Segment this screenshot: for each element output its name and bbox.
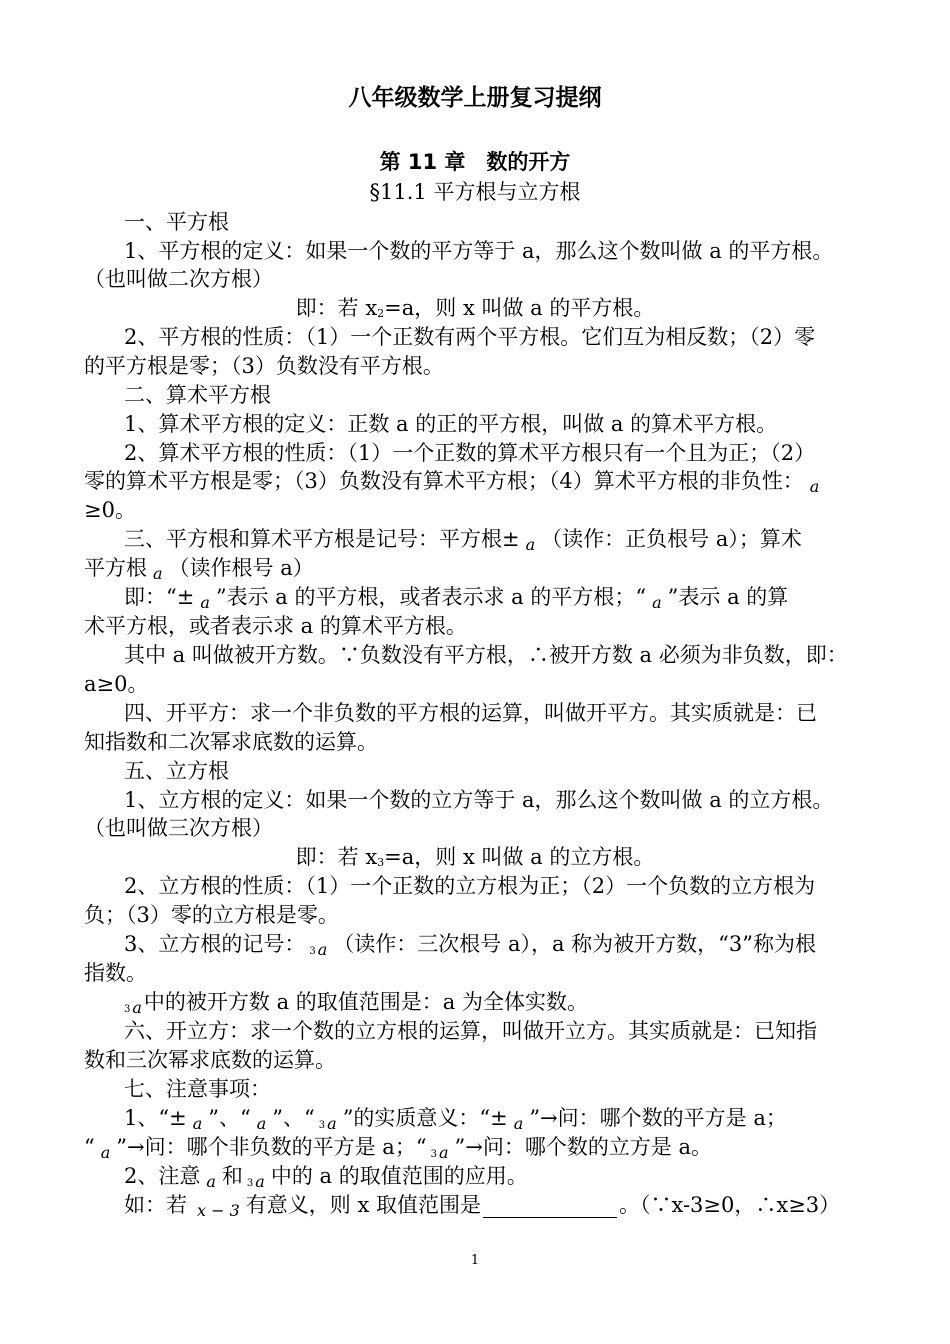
heading-cube-root: 五、立方根	[124, 759, 229, 783]
paragraph	[0, 1104, 950, 1132]
document-title: 八年级数学上册复习提纲	[348, 85, 602, 111]
paragraph: 六、开立方：求一个数的立方根的运算，叫做开立方。其实质就是：已知指	[124, 1019, 817, 1043]
paragraph	[0, 1133, 950, 1161]
paragraph: 其中 a 叫做被开方数。∵负数没有平方根，∴被开方数 a 必须为非负数，即：	[124, 643, 848, 667]
formula-text: =a，则 x 叫做 a 的立方根。	[384, 845, 655, 869]
paragraph: 1、立方根的定义：如果一个数的立方等于 a，那么这个数叫做 a 的立方根。	[124, 788, 834, 812]
paragraph	[0, 1162, 950, 1190]
paragraph: a≥0。	[84, 672, 149, 696]
text: “	[84, 1135, 95, 1159]
formula-line	[0, 294, 950, 322]
paragraph	[0, 1191, 950, 1219]
text: 。（∵x-3≥0，∴x≥3）	[618, 1193, 841, 1217]
radical-a: a	[153, 564, 163, 583]
formula-text: 即：若 x	[295, 845, 378, 869]
radical-a: a	[206, 1172, 216, 1191]
root-index: 3	[430, 1149, 437, 1160]
paragraph	[0, 930, 950, 958]
paragraph: 术平方根，或者表示求 a 的算术平方根。	[84, 614, 467, 638]
radical-a: a	[438, 1143, 449, 1162]
text: ”表示 a 的平方根，或者表示求 a 的平方根；“	[215, 585, 647, 609]
text: 1、“±	[124, 1106, 187, 1130]
text: 2、注意	[124, 1164, 201, 1188]
radical-a: a	[132, 998, 142, 1017]
paragraph: （也叫做三次方根）	[84, 816, 273, 840]
radical-a: a	[100, 1143, 111, 1162]
paragraph: 2、立方根的性质：（1）一个正数的立方根为正；（2）一个负数的立方根为	[124, 874, 816, 898]
text: ”的实质意义：“±	[342, 1106, 508, 1130]
heading-notes: 七、注意事项：	[124, 1077, 271, 1101]
text: ”、“	[208, 1106, 251, 1130]
radical-a: a	[200, 593, 210, 612]
paragraph: 1、平方根的定义：如果一个数的平方等于 a，那么这个数叫做 a 的平方根。	[124, 239, 834, 263]
paragraph: 四、开平方：求一个非负数的平方根的运算，叫做开平方。其实质就是：已	[124, 701, 817, 725]
root-index: 3	[318, 1120, 326, 1131]
radical-a: a	[809, 477, 820, 496]
radical-x-minus-3: x − 3	[197, 1201, 240, 1220]
paragraph	[0, 525, 950, 553]
section-heading: §11.1 平方根与立方根	[369, 180, 581, 204]
exponent: 3	[377, 856, 385, 869]
paragraph: 2、平方根的性质：（1）一个正数有两个平方根。它们互为相反数；（2）零	[124, 325, 816, 349]
paragraph: ≥0。	[84, 498, 136, 522]
paragraph: 1、算术平方根的定义：正数 a 的正的平方根，叫做 a 的算术平方根。	[124, 412, 778, 436]
exponent: 2	[377, 307, 385, 320]
radical-a: a	[513, 1114, 524, 1133]
text: 3、立方根的记号：	[124, 932, 306, 956]
text: 中的 a 的取值范围的应用。	[270, 1164, 528, 1188]
radical-a: a	[192, 1114, 203, 1133]
text: 即：“±	[124, 585, 195, 609]
answer-blank[interactable]	[483, 1195, 617, 1218]
text: 平方根	[84, 556, 147, 580]
root-index: 3	[309, 946, 316, 957]
paragraph: 的平方根是零；（3）负数没有平方根。	[84, 354, 444, 378]
text: 有意义，则 x 取值范围是	[245, 1193, 481, 1217]
text: ”表示 a 的算	[667, 585, 789, 609]
text: （读作：正负根号 a）；算术	[541, 527, 802, 551]
paragraph: 知指数和二次幂求底数的运算。	[84, 730, 378, 754]
formula-text: =a，则 x 叫做 a 的平方根。	[384, 296, 655, 320]
text: （读作根号 a）	[168, 556, 314, 580]
text: ”、“	[272, 1106, 315, 1130]
root-index: 3	[246, 1178, 254, 1189]
radical-a: a	[256, 1114, 267, 1133]
chapter-heading: 第 11 章 数的开方	[379, 150, 571, 174]
paragraph: 指数。	[84, 961, 147, 985]
radical-a: a	[525, 535, 536, 554]
paragraph: （也叫做二次方根）	[84, 267, 273, 291]
text: ”→问：哪个数的平方是 a；	[529, 1106, 787, 1130]
radical-a: a	[652, 593, 662, 612]
page-number: 1	[470, 1253, 480, 1268]
paragraph	[0, 583, 950, 611]
paragraph	[0, 988, 950, 1016]
paragraph	[0, 554, 950, 582]
radical-a: a	[327, 1114, 337, 1133]
paragraph: 2、算术平方根的性质：（1）一个正数的算术平方根只有一个且为正；（2）	[124, 441, 816, 465]
text: 和	[221, 1164, 243, 1188]
radical-a: a	[317, 940, 328, 959]
formula-line	[0, 843, 950, 871]
text: 如：若	[124, 1193, 187, 1217]
heading-arithmetic-root: 二、算术平方根	[124, 383, 271, 407]
text: （读作：三次根号 a），a 称为被开方数，“3”称为根	[333, 932, 817, 956]
radical-a: a	[255, 1172, 265, 1191]
text: 中的被开方数 a 的取值范围是：a 为全体实数。	[143, 990, 588, 1014]
root-index: 3	[124, 1004, 131, 1015]
heading-square-root: 一、平方根	[124, 210, 229, 234]
paragraph: 负；（3）零的立方根是零。	[84, 903, 339, 927]
text: ”→问：哪个非负数的平方是 a；“	[116, 1135, 427, 1159]
text: 三、平方根和算术平方根是记号：平方根±	[124, 527, 520, 551]
paragraph: 数和三次幂求底数的运算。	[84, 1048, 336, 1072]
text: ”→问：哪个数的立方是 a。	[454, 1135, 713, 1159]
text: 零的算术平方根是零；（3）负数没有算术平方根；（4）算术平方根的非负性：	[84, 469, 804, 493]
formula-text: 即：若 x	[295, 296, 378, 320]
paragraph	[0, 467, 950, 495]
